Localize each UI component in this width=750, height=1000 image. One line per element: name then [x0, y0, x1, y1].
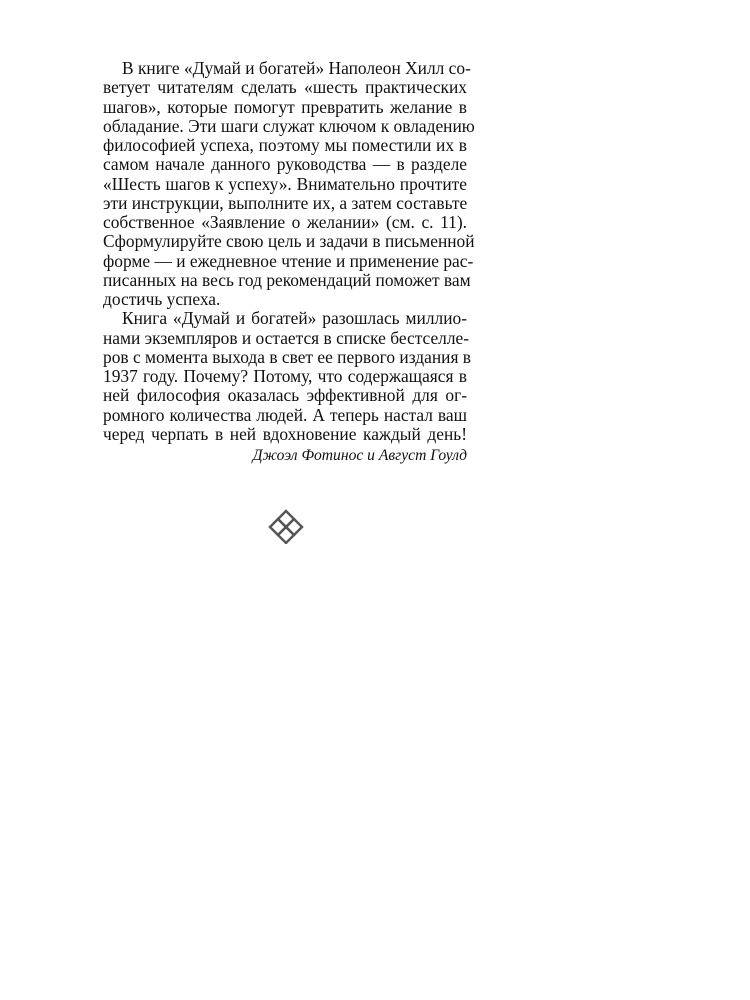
text-line: самом начале данного руководства — в разделе — [103, 154, 467, 175]
text-line: шагов», которые помогут превратить желание в — [103, 96, 467, 117]
signature: Джоэл Фотинос и Август Гоулд — [252, 447, 467, 464]
text-line: черед черпать в ней вдохновение каждый день! — [103, 423, 467, 444]
text-line: Книга «Думай и богатей» разошлась миллио- — [122, 308, 467, 329]
text-line: достичь успеха. — [103, 289, 221, 309]
text-line: собственное «Заявление о желании» (см. с. 11). — [103, 212, 467, 232]
text-line: ней философия оказалась эффективной для ог- — [103, 385, 467, 406]
text-line: В книге «Думай и богатей» Наполеон Хилл со- — [122, 58, 471, 78]
text-line: нами экземпляров и остается в списке бестселле- — [103, 327, 470, 348]
text-line: писанных на весь год рекомендаций поможет вам — [103, 269, 471, 290]
text-line: обладание. Эти шаги служат ключом к овладению — [103, 115, 475, 136]
text-line: форме — и ежедневное чтение и применение рас- — [103, 250, 474, 271]
page-text — [103, 58, 475, 466]
knot-ornament-icon — [268, 508, 304, 544]
paragraph-2 — [103, 308, 472, 444]
text-line: «Шесть шагов к успеху». Внимательно прочтите — [103, 173, 467, 194]
text-line: ромного количества людей. А теперь настал ваш — [103, 404, 467, 425]
text-line: ветует читателям сделать «шесть практических — [103, 77, 467, 98]
text-line: философией успеха, поэтому мы поместили их в — [103, 135, 467, 155]
text-line: 1937 году. Почему? Потому, что содержащаяся в — [103, 366, 467, 386]
text-line: Сформулируйте свою цель и задачи в письменной — [103, 231, 475, 252]
paragraph-1 — [103, 58, 475, 309]
text-line: ров с момента выхода в свет ее первого издания в — [103, 346, 472, 367]
text-line: эти инструкции, выполните их, а затем составьте — [103, 192, 468, 213]
